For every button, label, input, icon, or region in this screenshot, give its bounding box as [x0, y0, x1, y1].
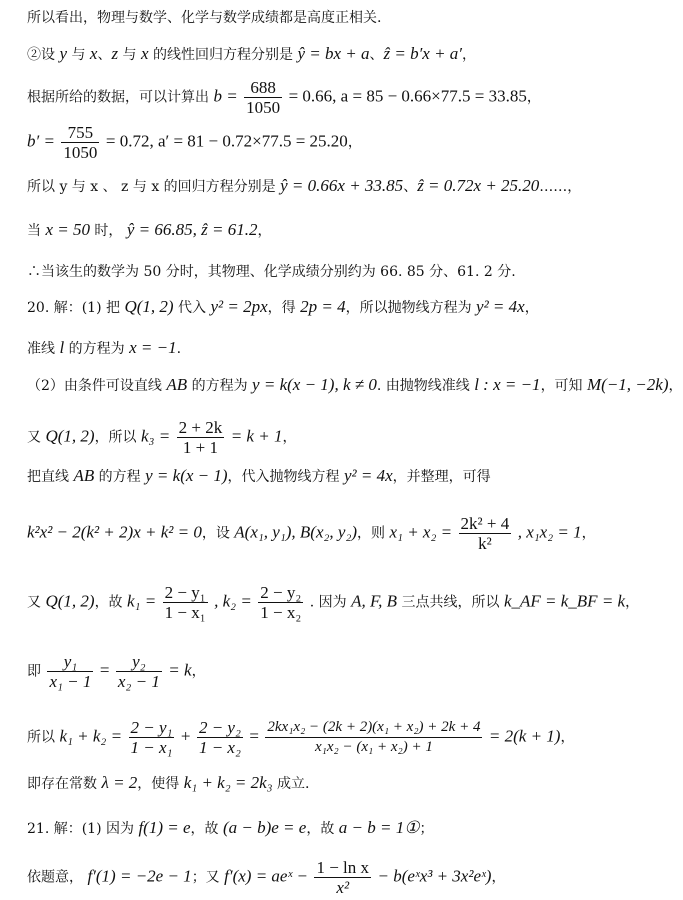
text: 即存在常数: [27, 776, 102, 792]
fraction-k2: [258, 583, 303, 622]
text: 所以 y 与 x 、 z 与 x 的回归方程分别是: [27, 179, 281, 195]
numerator: 688: [244, 78, 282, 98]
formula: , x₁x₂ = 1: [517, 522, 582, 542]
denominator: x₁x₂ − (x₁ + x₂) + 1: [314, 739, 433, 755]
formula-y-hat: ŷ = bx + a: [297, 44, 370, 63]
text: 又: [27, 594, 46, 611]
text: 、: [369, 47, 384, 63]
text: ；: [419, 821, 434, 837]
text: 20. 解：(1) 把: [27, 300, 125, 316]
formula: = 2(k + 1): [488, 726, 561, 746]
text: ②设: [27, 47, 60, 63]
denominator: 1050: [63, 143, 98, 162]
text: ，: [191, 663, 206, 680]
text: ；又: [191, 869, 225, 886]
formula: k₁ =: [127, 591, 157, 611]
formula: k_AF = k_BF = k: [503, 591, 626, 611]
text: ，: [491, 869, 506, 886]
denominator: 1 − x₂: [198, 738, 241, 757]
denominator: 1 + 1: [182, 438, 218, 457]
numerator: 2 − y₁: [130, 718, 173, 737]
text: ，: [668, 378, 683, 394]
var-ab: AB: [73, 466, 95, 485]
formula: x = 50: [45, 220, 90, 239]
fraction-y2: [116, 652, 162, 691]
formula: k₃ =: [141, 426, 171, 446]
fraction-k1: [163, 583, 208, 622]
fraction-b-prime: [61, 123, 99, 162]
denominator: x²: [336, 878, 350, 897]
text: ，可知: [540, 378, 588, 394]
formula: k₁ + k₂ = 2k₃: [183, 773, 273, 792]
line-1: [27, 8, 381, 28]
text: ，: [560, 729, 575, 746]
text: 的方程为: [187, 378, 253, 394]
text: ，故: [94, 594, 128, 611]
line-18: [27, 818, 433, 839]
formula: λ = 2: [101, 773, 138, 792]
line-14: [27, 583, 639, 622]
formula: k₁ + k₂ =: [59, 726, 123, 746]
line-10: [27, 375, 683, 396]
text: 的方程: [94, 469, 146, 485]
fraction-b: [197, 718, 243, 757]
formula: +: [180, 726, 191, 746]
denominator: x₂ − 1: [117, 672, 160, 691]
text: ，得: [267, 300, 301, 316]
formula: M(−1, −2k): [587, 375, 669, 394]
numerator: 2kx₁x₂ − (2k + 2)(x₁ + x₂) + 2k + 4: [265, 718, 482, 738]
formula: y² = 4x: [476, 297, 525, 316]
denominator: 1050: [246, 98, 281, 117]
numerator: y₁: [47, 652, 93, 672]
formula: x₁ + x₂ =: [389, 522, 453, 542]
formula: Q(1, 2): [45, 591, 95, 611]
text: 又: [27, 429, 46, 446]
formula: (a − b)e = e: [222, 818, 307, 837]
line-5: [27, 176, 581, 197]
numerator: 2k² + 4: [460, 514, 510, 533]
formula: 2p = 4: [300, 297, 346, 316]
formula: f′(x) = aeˣ −: [224, 866, 308, 886]
text: 即: [27, 663, 46, 680]
formula: b′ =: [27, 131, 55, 151]
numerator: 2 − y₂: [198, 718, 241, 737]
text: 把直线: [27, 469, 74, 485]
text: . 由抛物线准线: [376, 378, 475, 394]
text: ，: [347, 134, 362, 151]
formula: b =: [213, 86, 238, 106]
formula: ŷ = 66.85, ẑ = 61.2: [126, 220, 258, 239]
text: ，: [526, 89, 541, 106]
text: ，: [625, 594, 640, 611]
text: 、: [97, 47, 112, 63]
line-4: [27, 123, 362, 162]
denominator: 1 − x₂: [260, 603, 302, 622]
text: 所以: [27, 729, 60, 746]
text: 成立.: [272, 776, 310, 792]
line-13: [27, 514, 596, 553]
text: .: [176, 341, 182, 357]
formula: Q(1, 2): [45, 426, 95, 446]
text: 代入: [173, 300, 211, 316]
var-ab: AB: [166, 375, 188, 394]
line-17: [27, 773, 309, 794]
line-12: [27, 466, 491, 487]
text: 与: [118, 47, 141, 63]
formula: f(1) = e: [138, 818, 191, 837]
line-3: [27, 78, 541, 117]
line-15: [27, 652, 206, 691]
formula: = k + 1: [230, 426, 283, 446]
numerator: 2 − y₂: [260, 583, 302, 602]
fraction-derivative: [314, 858, 371, 897]
fraction-a: [129, 718, 175, 757]
text: ，: [257, 223, 272, 239]
numerator: 755: [61, 123, 99, 143]
fraction-b: [244, 78, 282, 117]
var-z: z: [111, 44, 119, 63]
text: 的方程为: [64, 341, 130, 357]
numerator: 1 − ln x: [316, 858, 370, 877]
formula: = 0.72, a′ = 81 − 0.72×77.5 = 25.20: [105, 131, 348, 151]
formula-y-hat: ŷ = 0.66x + 33.85: [280, 176, 404, 195]
text: ，代入抛物线方程: [227, 469, 344, 485]
formula: = k: [168, 660, 192, 680]
text: ，: [462, 47, 477, 63]
formula: A(x₁, y₁), B(x₂, y₂): [234, 522, 358, 542]
var-x: x: [89, 44, 98, 63]
line-7: [27, 262, 516, 282]
text: ，: [581, 525, 596, 542]
text: ，设: [201, 525, 235, 542]
text: ，所以: [94, 429, 142, 446]
text: ，故: [306, 821, 339, 837]
formula: y = k(x − 1), k ≠ 0: [252, 375, 377, 394]
formula-z-hat: ẑ = 0.72x + 25.20: [417, 176, 540, 195]
text: 21. 解：(1) 因为: [27, 821, 139, 837]
text: ∴当该生的数学为 50 分时，其物理、化学成绩分别约为 66. 85 分、61. 2 分.: [27, 264, 516, 280]
line-2: [27, 44, 476, 65]
text: ……，: [539, 179, 582, 195]
formula: − b(eˣx³ + 3x²eˣ): [377, 866, 492, 886]
text: 根据所给的数据，可以计算出: [27, 89, 214, 106]
text: 当: [27, 223, 46, 239]
numerator: 2 + 2k: [178, 418, 223, 437]
denominator: 1 − x₁: [164, 603, 206, 622]
formula: a − b = 1①: [338, 818, 420, 837]
formula: A, F, B: [351, 591, 398, 611]
text: ，: [524, 300, 539, 316]
fraction-combined: [265, 718, 482, 757]
text: ，使得: [137, 776, 184, 792]
formula: k²x² − 2(k² + 2)x + k² = 0: [27, 522, 202, 542]
numerator: y₂: [116, 652, 162, 672]
formula: y = k(x − 1): [145, 466, 228, 485]
formula: , k₂ =: [214, 591, 252, 611]
var-y: y: [59, 44, 67, 63]
text: 与: [67, 47, 90, 63]
var-l: l: [59, 338, 65, 357]
formula: y² = 4x: [344, 466, 393, 485]
formula: = 0.66, a = 85 − 0.66×77.5 = 33.85: [288, 86, 527, 106]
text: 三点共线，所以: [397, 594, 504, 611]
formula-z-hat: ẑ = b′x + a′: [383, 44, 463, 63]
text: ，所以抛物线方程为: [345, 300, 477, 316]
fraction-k3: [177, 418, 225, 457]
text: ，并整理，可得: [392, 469, 491, 485]
line-11: [27, 418, 296, 457]
var-x: x: [140, 44, 149, 63]
formula: y² = 2px: [210, 297, 268, 316]
formula: f′(1) = −2e − 1: [87, 866, 192, 886]
line-8: [27, 297, 539, 318]
text: ，: [282, 429, 297, 446]
text: ，则: [357, 525, 390, 542]
text: 准线: [27, 341, 60, 357]
fraction-y1: [47, 652, 93, 691]
text: 时，: [89, 223, 127, 239]
line-19: [27, 858, 505, 897]
text: ，故: [190, 821, 223, 837]
line-6: [27, 220, 272, 241]
formula: Q(1, 2): [124, 297, 174, 316]
numerator: 2 − y₁: [164, 583, 206, 602]
fraction-sum: [459, 514, 512, 553]
text: （2）由条件可设直线: [27, 378, 167, 394]
denominator: k²: [478, 534, 492, 553]
text: 所以看出，物理与数学、化学与数学成绩都是高度正相关.: [27, 10, 382, 26]
text: . 因为: [309, 594, 352, 611]
denominator: 1 − x₁: [130, 738, 173, 757]
formula: x = −1: [129, 338, 177, 357]
line-16: [27, 718, 574, 757]
denominator: x₁ − 1: [49, 672, 92, 691]
formula: l : x = −1: [474, 375, 541, 394]
text: 、: [403, 179, 418, 195]
formula: =: [99, 660, 110, 680]
formula: =: [249, 726, 259, 746]
text: 依题意，: [27, 869, 88, 886]
text: 的线性回归方程分别是: [148, 47, 298, 63]
line-9: [27, 338, 181, 359]
